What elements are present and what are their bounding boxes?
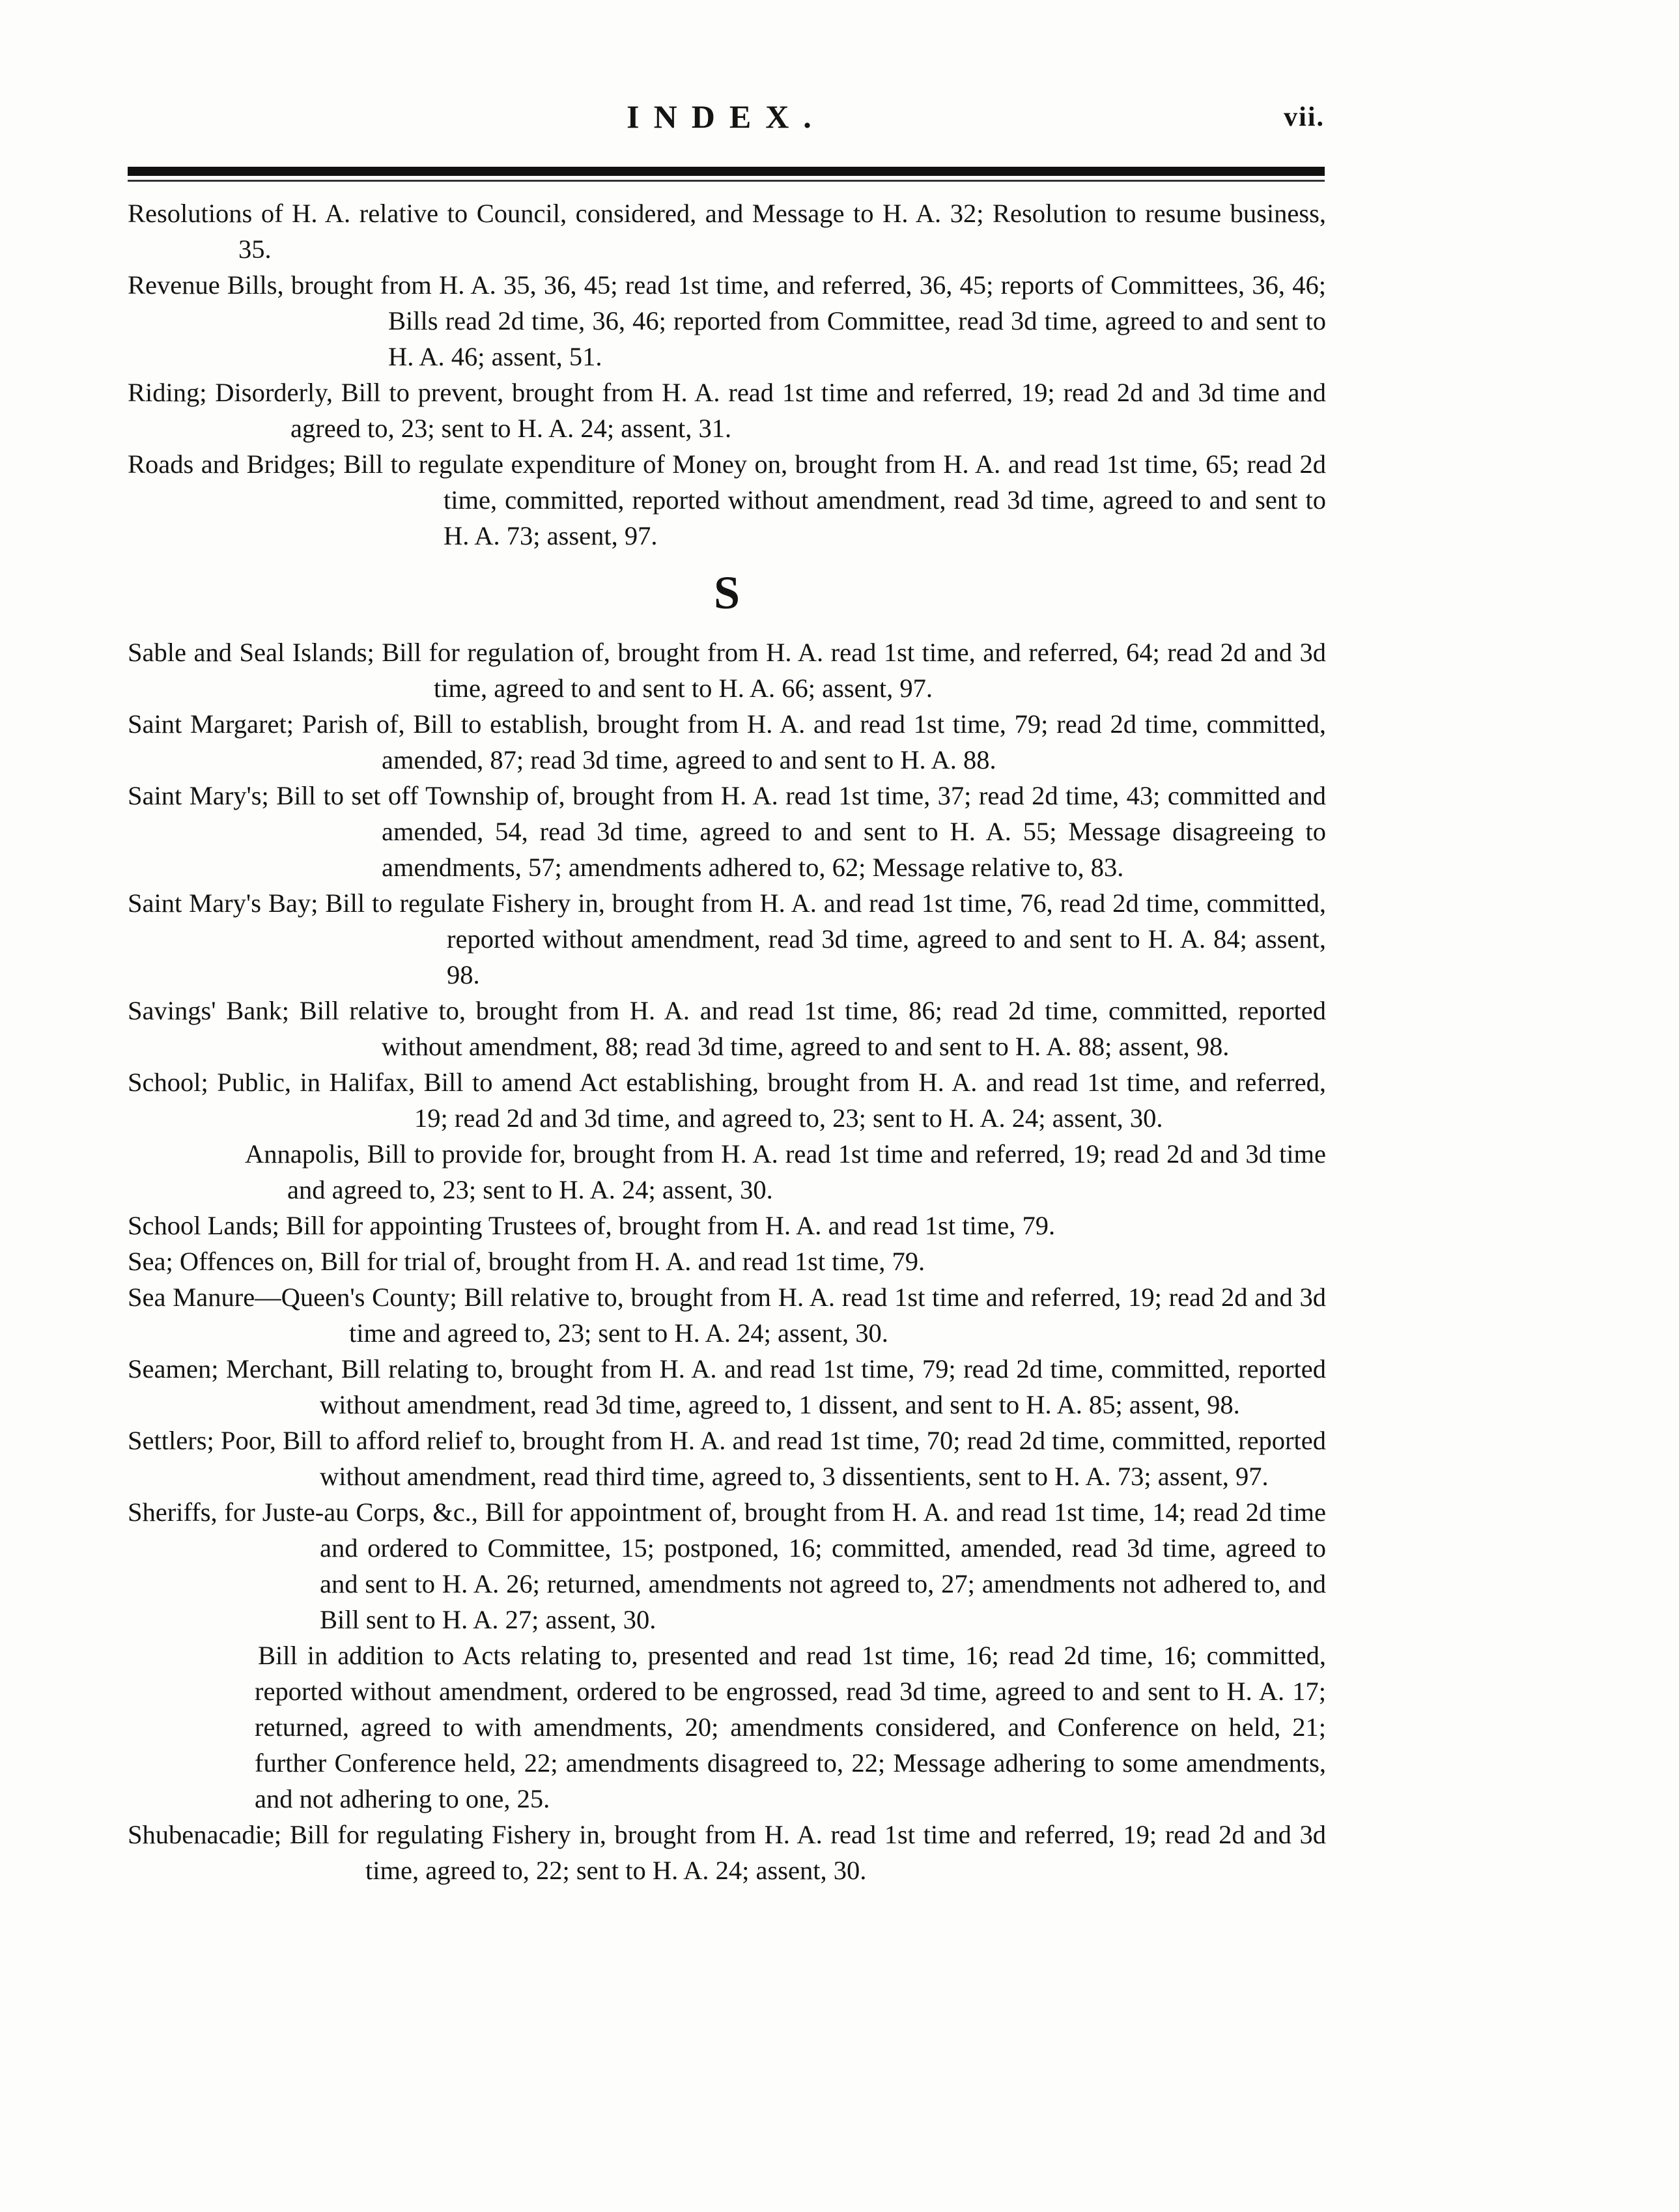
index-entry: Settlers; Poor, Bill to afford relief to, brought from H. A. and read 1st time, 70; read 2d time, committed, reported without amendment, read third time, agreed to, 3 dissentients, sent to H. A. 73; assent, 97. <box>128 1426 1326 1491</box>
index-entry: Roads and Bridges; Bill to regulate expenditure of Money on, brought from H. A. and read 1st time, 65; read 2d time, committed, reported without amendment, read 3d time, agreed to and sent to H. A. 73; assent, 97. <box>128 449 1326 550</box>
index-entry: Saint Mary's; Bill to set off Township of, brought from H. A. read 1st time, 37; read 2d time, 43; committed and amended, 54, read 3d time, agreed to and sent to H. A. 55; Message disagreeing to amendments, 57; amendments adhered to, 62; Message relative to, 83. <box>128 781 1326 882</box>
section-letter: S <box>713 567 741 619</box>
index-entry: Shubenacadie; Bill for regulating Fishery in, brought from H. A. read 1st time and referred, 19; read 2d and 3d time, agreed to, 22; sent to H. A. 24; assent, 30. <box>128 1820 1326 1885</box>
index-entry: Savings' Bank; Bill relative to, brought from H. A. and read 1st time, 86; read 2d time, committed, reported without amendment, 88; read 3d time, agreed to and sent to H. A. 88; assent, 98. <box>128 996 1326 1061</box>
index-entry: Riding; Disorderly, Bill to prevent, brought from H. A. read 1st time and referred, 19; read 2d and 3d time and agreed to, 23; sent to H. A. 24; assent, 31. <box>128 378 1326 443</box>
index-subentry: Bill in addition to Acts relating to, presented and read 1st time, 16; read 2d time, 16; committed, reported without amendment, ordered to be engrossed, read 3d time, agreed to and sent to H. A. 17; returned, agreed to with amendments, 20; amendments considered, and Conference on held, 21; further Conference held, 22; amendments disagreed to, 22; Message adhering to some amendments, and not adhering to one, 25. <box>255 1641 1326 1813</box>
header-rule <box>128 167 1325 176</box>
index-body <box>128 195 1326 1888</box>
header-rule-thin <box>128 180 1325 182</box>
page-number: vii. <box>1284 102 1325 132</box>
index-entry: Saint Margaret; Parish of, Bill to establish, brought from H. A. and read 1st time, 79; read 2d time, committed, amended, 87; read 3d time, agreed to and sent to H. A. 88. <box>128 709 1326 774</box>
index-subentry: Annapolis, Bill to provide for, brought from H. A. read 1st time and referred, 19; read 2d and 3d time and agreed to, 23; sent to H. A. 24; assent, 30. <box>245 1139 1326 1204</box>
index-entry: Resolutions of H. A. relative to Council, considered, and Message to H. A. 32; Resolution to resume business, 35. <box>128 199 1326 264</box>
index-entry: Saint Mary's Bay; Bill to regulate Fishery in, brought from H. A. and read 1st time, 76, read 2d time, committed, reported without amendment, read 3d time, agreed to and sent to H. A. 84; assent, 98. <box>128 888 1326 989</box>
index-entry: School Lands; Bill for appointing Trustees of, brought from H. A. and read 1st time, 79. <box>128 1211 1056 1240</box>
running-head <box>128 98 1325 143</box>
index-entry: School; Public, in Halifax, Bill to amend Act establishing, brought from H. A. and read 1st time, and referred, 19; read 2d and 3d time, and agreed to, 23; sent to H. A. 24; assent, 30. <box>128 1068 1326 1133</box>
index-entry: Seamen; Merchant, Bill relating to, brought from H. A. and read 1st time, 79; read 2d time, committed, reported without amendment, read 3d time, agreed to, 1 dissent, and sent to H. A. 85; assent, 98. <box>128 1354 1326 1419</box>
index-entry: Sheriffs, for Juste-au Corps, &c., Bill for appointment of, brought from H. A. and read 1st time, 14; read 2d time and ordered to Committee, 15; postponed, 16; committed, amended, read 3d time, agreed to and sent to H. A. 26; returned, amendments not agreed to, 27; amendments not adhered to, and Bill sent to H. A. 27; assent, 30. <box>128 1497 1326 1634</box>
index-entry: Sea Manure—Queen's County; Bill relative to, brought from H. A. read 1st time and referred, 19; read 2d and 3d time and agreed to, 23; sent to H. A. 24; assent, 30. <box>128 1283 1326 1348</box>
index-entry: Revenue Bills, brought from H. A. 35, 36, 45; read 1st time, and referred, 36, 45; reports of Committees, 36, 46; Bills read 2d time, 36, 46; reported from Committee, read 3d time, agreed to and sent to H. A. 46; assent, 51. <box>128 270 1326 371</box>
index-entry: Sable and Seal Islands; Bill for regulation of, brought from H. A. read 1st time, and referred, 64; read 2d and 3d time, agreed to and sent to H. A. 66; assent, 97. <box>128 638 1326 703</box>
index-entry: Sea; Offences on, Bill for trial of, brought from H. A. and read 1st time, 79. <box>128 1247 925 1276</box>
page-title: INDEX. <box>627 98 826 135</box>
